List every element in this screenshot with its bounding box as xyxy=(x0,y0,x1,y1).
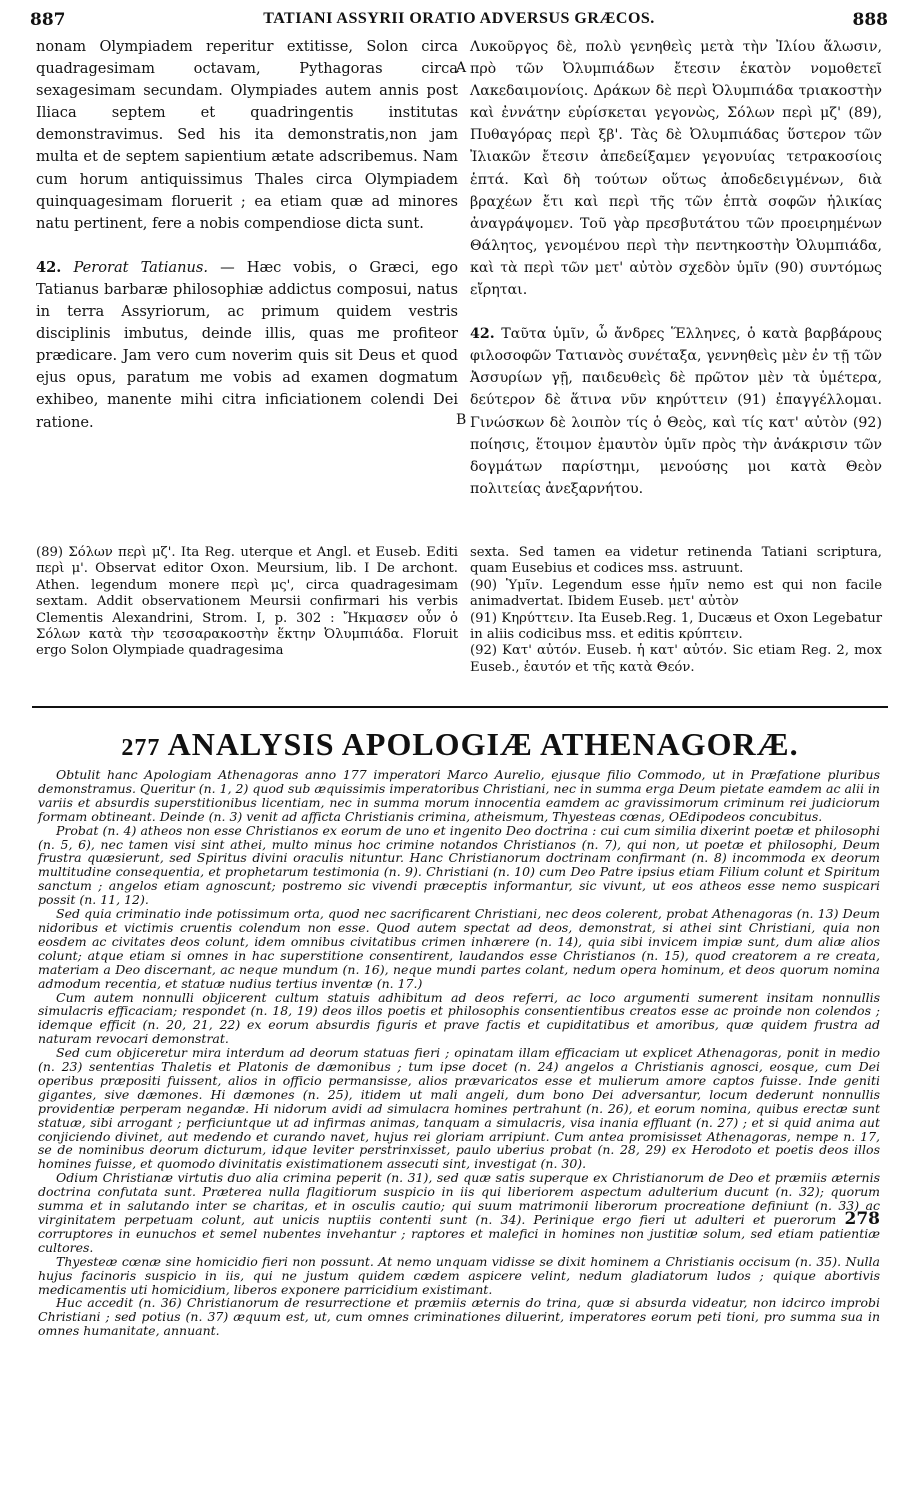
footnote-90: (90) Ὑμῖν. Legendum esse ἡμῖν nemo est qui non facile animadvertat. Ibidem Euseb. μετ' αὐτὸν xyxy=(470,577,882,610)
footnote-92: (92) Κατ' αὐτόν. Euseb. ἡ κατ' αὐτόν. Sic etiam Reg. 2, mox Euseb., ἑαυτόν et τῆς κατὰ Θεόν. xyxy=(470,643,882,675)
analysis-paragraph: Probat (n. 4) atheos non esse Christianos ex eorum de uno et ingenito Deo doctrina : cui cum similia dixerint poetæ et philosophi (n. 5, 6), nec tamen visi sint athei, multo minus hoc crimine notandos Christianos (n. 7), qui non, ut poetæ et philosophi, Deum frustra quæsierunt, sed Spiritus divini oraculis nituntur. Hanc Christianorum doctrinam confirmant (n. 8) incommoda ex deorum multitudine consequentia, et prophetarum testimonia (n. 9). Christiani (n. 10) cum Deo Patre ipsius etiam Filium colunt et Spiritum sanctum ; angelos etiam agnoscunt; postremo sic vivendi præceptis informantur, sic vivunt, ut eos atheos esse nemo suspicari possit (n. 11, 12). xyxy=(38,822,880,908)
analysis-paragraph: Obtulit hanc Apologiam Athenagoras anno 177 imperatori Marco Aurelio, ejusque filio Commodo, ut in Præfatione pluribus demonstramus. Queritur (n. 1, 2) quod sub æquissimis imperatoribus Christiani, nec in summa erga Deum pietate eamdem ac alii in variis et absurdis superstitionibus licentiam, nec in summa morum innocentia eamdem ac gravissimorum criminum rei judiciorum formam obtineant. Deinde (n. 3) venit ad afficta Christianis crimina, atheismum, Thyesteas cœnas, OEdipodeos concubitus. xyxy=(38,767,880,824)
margin-letter-b: B xyxy=(456,412,467,428)
analysis-text xyxy=(38,768,880,1338)
section-number: 277 xyxy=(121,735,161,761)
analysis-paragraph: Thyesteæ cœnæ sine homicidio fieri non possunt. At nemo unquam vidisse se dixit hominem a Christianis occisum (n. 35). Nulla hujus facinoris suspicio in iis, qui ne justum quidem cædem aspicere velint, nedum gladiatorum ludos ; quique abortivis medicamentis uti homicidium, liberos exponere parricidium existimant. xyxy=(38,1253,880,1297)
latin-paragraph-2-text: — Hæc vobis, o Græci, ego Tatianus barbaræ philosophiæ addictus composui, natus in terra Assyriorum, ac primum quidem vestris disciplinis imbutus, deinde illis, quas me profiteor prædicare. Jam vero cum noverim quis sit Deus et quod ejus opus, paratum me vobis ad examen dogmatum exhibeo, manente mihi citra inficiationem colendi Dei ratione. xyxy=(36,258,459,431)
analysis-paragraph: Huc accedit (n. 36) Christianorum de resurrectione et præmiis æternis do trina, quæ si absurda videatur, non idcirco improbi Christiani ; sed potius (n. 37) æquum est, ut, cum omnes criminationes diluerint, imperatores eorum peti tioni, pro summa sua in omnes humanitate, annuant. xyxy=(38,1295,880,1339)
analysis-paragraph: Cum autem nonnulli objicerent cultum statuis adhibitum ad deos referri, ac loco argumenti sumerent insitam nonnullis simulacris efficaciam; respondet (n. 18, 19) deos illos poetis et philosophis consentientibus creatos esse ac proinde non colendos ; idemque efficit (n. 20, 21, 22) ex eorum absurdis figuris et prave factis et cupiditatibus et amoribus, quæ quidem frustra ad naturam revocari demonstrat. xyxy=(38,989,880,1047)
greek-section-number: 42. xyxy=(470,326,495,343)
latin-section-number: 42. xyxy=(36,258,62,276)
greek-paragraph-2 xyxy=(470,323,882,500)
page-number-left: 887 xyxy=(30,10,66,30)
analysis-paragraph-part: Odium Christianæ virtutis duo alia crimina peperit (n. 31), sed quæ satis superque ex Christianorum de Deo et præmiis æternis doctrina confutata sunt. Præterea nulla flagitiorum suspicio in iis qui liberiorem aspectum adulterium ducunt (n. 32); quorum summa et in salutando inter se charitas, et in osculis cautio; qui suum matrimonii liberorum procreatione definiunt (n. 33) ac virginitatem perpetuam colunt, aut unicis nuptiis contenti sunt (n. 34). Perinique ergo fieri ut adulteri et puerorum xyxy=(38,1170,880,1227)
page-header xyxy=(30,10,888,34)
greek-paragraph-2-text: Ταῦτα ὑμῖν, ὦ ἄνδρες Ἕλληνες, ὁ κατὰ βαρβάρους φιλοσοφῶν Τατιανὸς συνέταξα, γεννηθεὶς μὲν ἐν τῇ τῶν Ἀσσυρίων γῇ, παιδευθεὶς δὲ πρῶτον μὲν τὰ ὑμέτερα, δεύτερον δὲ ἅτινα νῦν κηρύττειν (91) ἐπαγγέλλομαι. Γινώσκων δὲ λοιπὸν τίς ὁ Θεὸς, καὶ τίς κατ' αὐτὸν (92) ποίησις, ἕτοιμον ἐμαυτὸν ὑμῖν πρὸς τὴν ἀνάκρισιν τῶν δογμάτων παρίστημι, μενούσης μοι κατὰ Θεὸν πολιτείας ἀνεξαρνήτου. xyxy=(470,326,882,497)
analysis-paragraph xyxy=(38,1171,880,1254)
latin-section-heading: Perorat Tatianus. xyxy=(73,258,209,276)
footnote-91: (91) Κηρύττειν. Ita Euseb.Reg. 1, Ducæus et Oxon Legebatur in aliis codicibus mss. et editis κρύπτειν. xyxy=(470,610,882,643)
latin-column xyxy=(36,36,458,434)
section-title xyxy=(32,726,888,763)
running-title: TATIANI ASSYRII ORATIO ADVERSUS GRÆCOS. xyxy=(263,10,655,27)
footnote-89-continued: sexta. Sed tamen ea videtur retinenda Tatiani scriptura, quam Eusebius et codices mss. astruunt. xyxy=(470,545,882,577)
analysis-paragraph: Sed cum objiceretur mira interdum ad deorum statuas fieri ; opinatam illam efficaciam ut explicet Athenagoras, ponit in medio (n. 23) sententias Thaletis et Platonis de dæmonibus ; tum ipse docet (n. 24) angelos a Christianis agnosci, eosque, cum Dei operibus præpositi fuissent, alios in officio permansisse, alios prævaricatos esse et mulierum amore captos fuisse. Inde geniti gigantes, sive dæmones. Hi dæmones (n. 25), itidem ut mali angeli, dum bono Dei adversantur, locum dederunt nonnullis providentiæ perperam negandæ. Hi nidorum avidi ad simulacra homines pertrahunt (n. 26), et eorum nomina, quibus erectæ sunt statuæ, sibi arrogant ; perficiuntque ut ad infirmas animas, tanquam a simulacris, visa inania effluant (n. 27) ; et si quid anima aut conjiciendo divinet, aut medendo et curando navet, hujus rei gloriam arripiunt. Cum antea promisisset Athenagoras, nempe n. 17, se de nominibus deorum dicturum, idque leviter perstrinxisset, paulo uberius probat (n. 28, 29) ex Herodoto et poetis deos illos homines fuisse, et quomodo divinitatis existimationem assecuti sint, investigat (n. 30). xyxy=(38,1045,880,1172)
latin-paragraph-2 xyxy=(36,257,458,434)
analysis-paragraph: Sed quia criminatio inde potissimum orta, quod nec sacrificarent Christiani, nec deos colerent, probat Athenagoras (n. 13) Deum nidoribus et victimis cruentis colendum non esse. Quod autem spectat ad deos, demonstrat, si athei sint Christiani, quia non eosdem ac civitates deos colunt, idem omnibus civitatibus crimen inhærere (n. 14), quia sibi invicem impiæ sunt, dum aliæ alios colunt; atque etiam si omnes in hac superstitione consentirent, laudandos esse Christianos (n. 15), quod creatorem a re creata, materiam a Deo discernant, ac neque mundum (n. 16), neque mundi partes colant, nedum opera hominum, et deos quorum nomina admodum recentia, et statuæ nudius tertius inventæ (n. 17.) xyxy=(38,906,880,991)
footnotes-right xyxy=(470,545,882,676)
greek-paragraph-1: Λυκοῦργος δὲ, πολὺ γενηθεὶς μετὰ τὴν Ἰλίου ἅλωσιν, πρὸ τῶν Ὀλυμπιάδων ἔτεσιν ἑκατὸν νομοθετεῖ Λακεδαιμονίοις. Δράκων δὲ περὶ Ὀλυμπιάδα τριακοστὴν καὶ ἐννάτην εὑρίσκεται γεγονὼς, Σόλων περὶ μζ' (89), Πυθαγόρας περὶ ξβ'. Τὰς δὲ Ὀλυμπιάδας ὕστερον τῶν Ἰλιακῶν ἔτεσιν ἀπεδείξαμεν γεγονυίας τετρακοσίοις ἑπτά. Καὶ δὴ τούτων οὕτως ἀποδεδειγμένων, διὰ βραχέων ἔτι καὶ περὶ τῆς τῶν ἑπτὰ σοφῶν ἡλικίας ἀναγράψομεν. Τοῦ γὰρ πρεσβυτάτου τῶν προειρημένων Θάλητος, γενομένου περὶ τὴν πεντηκοστὴν Ὀλυμπιάδα, καὶ τὰ περὶ τῶν μετ' αὐτὸν σχεδὸν ὑμῖν (90) συντόμως εἴρηται. xyxy=(470,39,882,299)
greek-column xyxy=(470,36,882,500)
margin-letter-a: A xyxy=(456,60,467,76)
footnotes-left xyxy=(36,545,458,660)
footnote-89: (89) Σόλων περὶ μζ'. Ita Reg. uterque et Angl. et Euseb. Editi περὶ μ'. Observat editor Oxon. Meursium, lib. I De archont. Athen. legendum monere περὶ μς', circa quadragesimam sextam. Addit observationem Meursii confirmari his verbis Clementis Alexandrini, Strom. I, p. 302 : Ἤκμασεν οὖν ὁ Σόλων κατὰ τὴν τεσσαρακοστὴν ἕκτην Ὀλυμπιάδα. Floruit ergo Solon Olympiade quadragesima xyxy=(36,545,458,659)
section-title-text: ANALYSIS APOLOGIÆ ATHENAGORÆ. xyxy=(167,726,799,762)
latin-paragraph-1: nonam Olympiadem reperitur extitisse, Solon circa quadragesimam octavam, Pythagoras circa sexagesimam secundam. Olympiades autem annis post Iliaca septem et quadringentis institutas demonstravimus. Sed his ita demonstratis,non jam multa et de septem sapientium ætate adscribemus. Nam cum horum antiquissimus Thales circa Olympiadem quinquagesimam floruerit ; ea etiam quæ ad minores natu pertinent, fere a nobis compendiose dicta sunt. xyxy=(36,38,458,232)
column-number-marker: 278 xyxy=(844,1209,880,1229)
section-divider xyxy=(32,706,888,708)
page-number-right: 888 xyxy=(852,10,888,30)
analysis-paragraph-part: corruptores in eunuchos et semel nubentes invehantur ; raptores et malefici in homines non justitiæ solum, sed etiam patientiæ cultores. xyxy=(38,1225,880,1255)
